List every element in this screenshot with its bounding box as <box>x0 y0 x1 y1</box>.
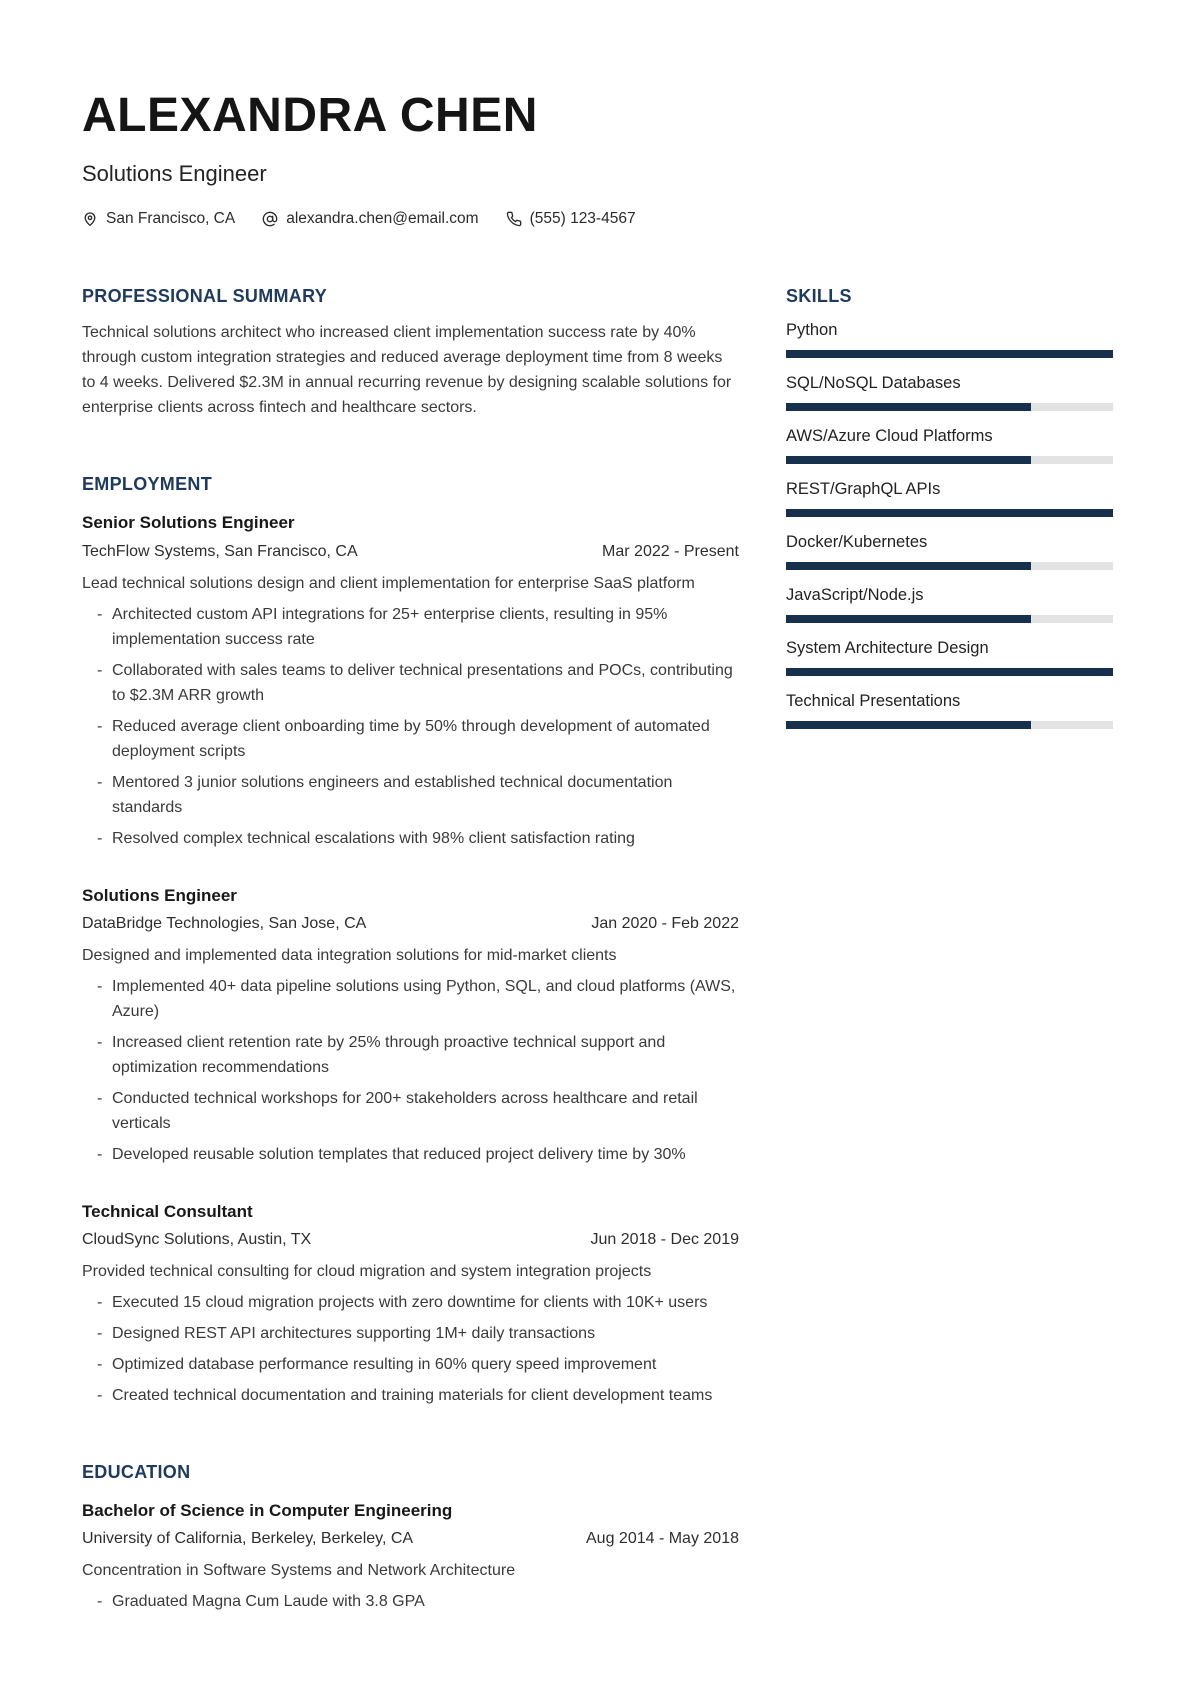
skill-item <box>786 373 1113 411</box>
contact-row <box>82 210 1113 228</box>
skill-bar-fill <box>786 721 1031 729</box>
job-bullet: - Collaborated with sales teams to deliver technical presentations and POCs, contributing to $2.3M ARR growth <box>82 658 739 708</box>
job-bullet: - Designed REST API architectures supporting 1M+ daily transactions <box>82 1321 739 1346</box>
skills-section <box>786 286 1113 729</box>
job-entry <box>82 885 739 1167</box>
employment-section <box>82 474 739 1408</box>
skill-bar-fill <box>786 562 1031 570</box>
skill-bar-track <box>786 403 1113 411</box>
job-bullet: - Mentored 3 junior solutions engineers and established technical documentation standards <box>82 770 739 820</box>
resume-header <box>82 89 1113 228</box>
job-bullet: - Increased client retention rate by 25% through proactive technical support and optimization recommendations <box>82 1030 739 1080</box>
main-column <box>82 286 739 1614</box>
summary-section <box>82 286 739 420</box>
job-meta <box>82 542 739 562</box>
skill-item <box>786 426 1113 464</box>
skill-bar-track <box>786 615 1113 623</box>
job-company: DataBridge Technologies, San Jose, CA <box>82 914 367 932</box>
skill-bar-fill <box>786 350 1113 358</box>
education-meta <box>82 1529 739 1549</box>
job-bullet: - Conducted technical workshops for 200+ stakeholders across healthcare and retail verticals <box>82 1086 739 1136</box>
skills-heading: SKILLS <box>786 286 852 307</box>
skill-label: Docker/Kubernetes <box>786 533 928 552</box>
job-dates: Mar 2022 - Present <box>602 542 739 560</box>
skill-label: Technical Presentations <box>786 692 961 711</box>
job-description: Designed and implemented data integration solutions for mid-market clients <box>82 946 617 964</box>
job-bullet: - Resolved complex technical escalations with 98% client satisfaction rating <box>82 826 739 851</box>
job-bullet: - Architected custom API integrations for 25+ enterprise clients, resulting in 95% implementation success rate <box>82 602 739 652</box>
skill-item <box>786 585 1113 623</box>
skills-list <box>786 320 1113 729</box>
skill-item <box>786 638 1113 676</box>
job-dates: Jan 2020 - Feb 2022 <box>591 914 739 932</box>
job-bullet: - Implemented 40+ data pipeline solutions using Python, SQL, and cloud platforms (AWS, Azure) <box>82 974 739 1024</box>
summary-heading: PROFESSIONAL SUMMARY <box>82 286 328 307</box>
education-description: Concentration in Software Systems and Network Architecture <box>82 1562 516 1580</box>
job-bullet: - Optimized database performance resulting in 60% query speed improvement <box>82 1352 739 1377</box>
job-bullet: - Created technical documentation and training materials for client development teams <box>82 1383 739 1408</box>
skill-item <box>786 320 1113 358</box>
candidate-name: ALEXANDRA CHEN <box>82 89 538 142</box>
job-bullets <box>82 602 739 851</box>
skill-bar-fill <box>786 509 1113 517</box>
job-entry <box>82 512 739 850</box>
candidate-title: Solutions Engineer <box>82 161 267 186</box>
contact-phone-text: (555) 123-4567 <box>529 210 636 228</box>
contact-location-text: San Francisco, CA <box>106 210 236 228</box>
skill-label: REST/GraphQL APIs <box>786 480 941 499</box>
education-degree: Bachelor of Science in Computer Engineering <box>82 1501 453 1521</box>
contact-email-text: alexandra.chen@email.com <box>286 210 479 228</box>
skill-item <box>786 532 1113 570</box>
skill-bar-fill <box>786 403 1031 411</box>
skill-bar-fill <box>786 456 1031 464</box>
columns <box>82 286 1113 1614</box>
job-meta <box>82 1230 739 1250</box>
job-dates: Jun 2018 - Dec 2019 <box>590 1231 739 1249</box>
skill-bar-track <box>786 721 1113 729</box>
skill-bar-track <box>786 350 1113 358</box>
map-pin-icon <box>82 211 98 227</box>
skill-label: System Architecture Design <box>786 639 989 658</box>
education-dates: Aug 2014 - May 2018 <box>586 1530 739 1548</box>
employment-heading: EMPLOYMENT <box>82 474 213 495</box>
skill-bar-fill <box>786 615 1031 623</box>
education-school: University of California, Berkeley, Berkeley, CA <box>82 1530 414 1548</box>
skill-bar-track <box>786 456 1113 464</box>
skill-bar-fill <box>786 668 1113 676</box>
job-title: Senior Solutions Engineer <box>82 513 295 533</box>
job-bullet: - Executed 15 cloud migration projects with zero downtime for clients with 10K+ users <box>82 1290 739 1315</box>
skill-bar-track <box>786 668 1113 676</box>
job-title: Solutions Engineer <box>82 885 237 905</box>
skill-label: SQL/NoSQL Databases <box>786 374 961 393</box>
job-meta <box>82 914 739 934</box>
skill-bar-track <box>786 562 1113 570</box>
job-description: Provided technical consulting for cloud migration and system integration projects <box>82 1263 652 1281</box>
contact-email <box>262 210 478 228</box>
contact-location <box>82 210 235 228</box>
job-description: Lead technical solutions design and client implementation for enterprise SaaS platform <box>82 574 695 592</box>
contact-phone <box>506 210 636 228</box>
job-title: Technical Consultant <box>82 1201 253 1221</box>
jobs-list <box>82 512 739 1408</box>
phone-icon <box>506 211 522 227</box>
skill-label: AWS/Azure Cloud Platforms <box>786 427 993 446</box>
job-company: TechFlow Systems, San Francisco, CA <box>82 542 358 560</box>
job-company: CloudSync Solutions, Austin, TX <box>82 1231 312 1249</box>
education-section <box>82 1462 739 1614</box>
job-bullet: - Reduced average client onboarding time by 50% through development of automated deployment scripts <box>82 714 739 764</box>
skill-label: Python <box>786 321 838 340</box>
sidebar-column <box>786 286 1113 1614</box>
job-bullets <box>82 1290 739 1408</box>
skill-bar-track <box>786 509 1113 517</box>
job-bullets <box>82 974 739 1167</box>
at-sign-icon <box>262 211 278 227</box>
skill-item <box>786 479 1113 517</box>
education-bullet: - Graduated Magna Cum Laude with 3.8 GPA <box>82 1589 739 1614</box>
education-heading: EDUCATION <box>82 1462 191 1483</box>
skill-label: JavaScript/Node.js <box>786 586 924 605</box>
job-entry <box>82 1201 739 1408</box>
education-bullets <box>82 1589 739 1614</box>
job-bullet: - Developed reusable solution templates that reduced project delivery time by 30% <box>82 1142 739 1167</box>
summary-text: Technical solutions architect who increased client implementation success rate by 40% through custom integration strategies and reduced average deployment time from 8 weeks to 4 weeks. Delivered $2.3M in annual recurring revenue by designing scalable solutions for enterprise clients across fintech and healthcare sectors. <box>82 324 732 417</box>
skill-item <box>786 691 1113 729</box>
